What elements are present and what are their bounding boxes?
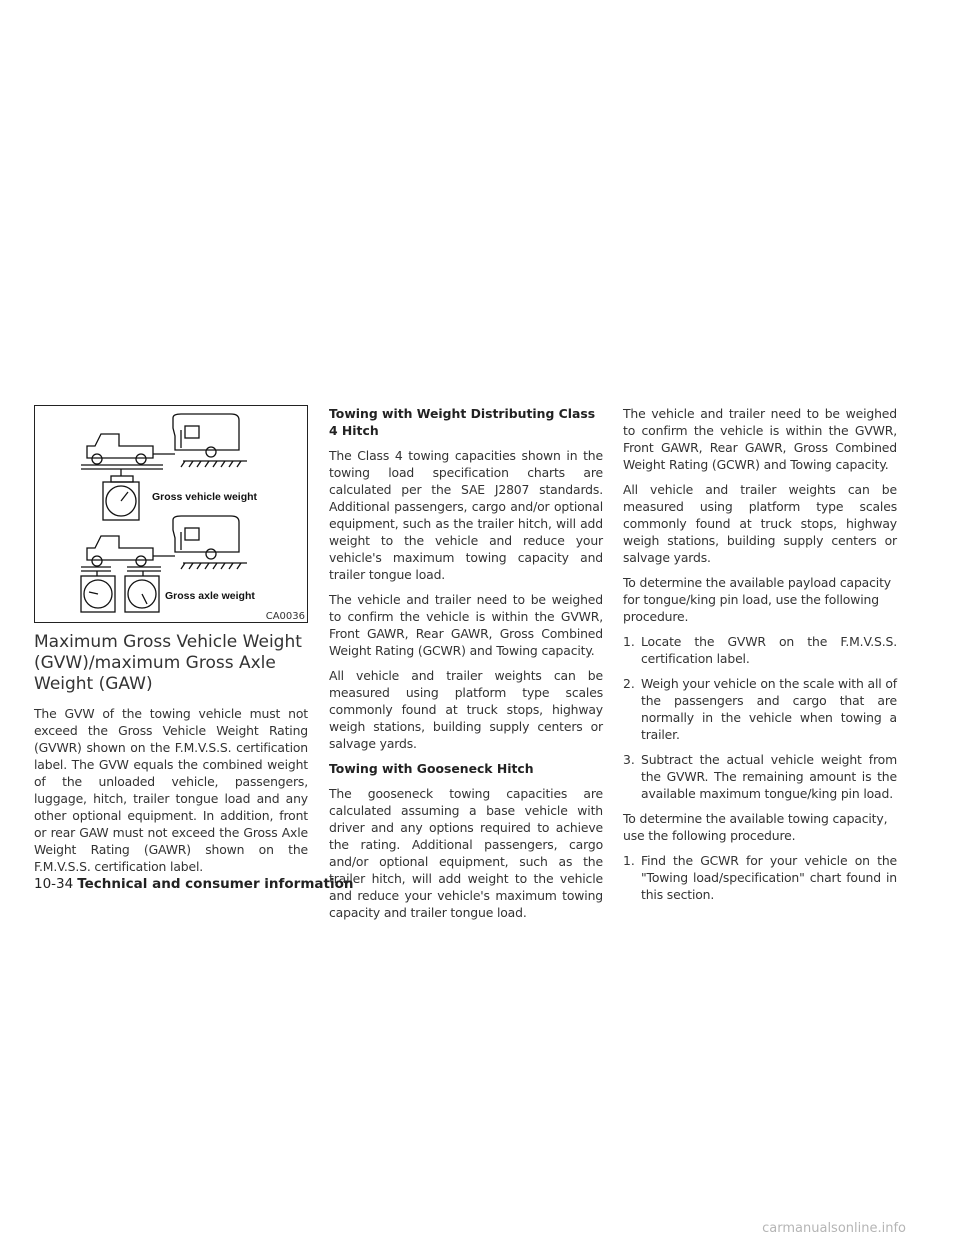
gooseneck-heading: Towing with Gooseneck Hitch	[329, 761, 534, 776]
list-item-text: Find the GCWR for your vehicle on the "Towing load/specification" chart found in this section.	[641, 853, 897, 902]
list-item-text: Locate the GVWR on the F.M.V.S.S. certification label.	[641, 634, 897, 666]
towing-illustration	[35, 406, 307, 622]
gooseneck-paragraph-3: All vehicle and trailer weights can be measured using platform type scales commonly found at truck stops, highway weigh stations, building supply centers or salvage yards.	[623, 482, 897, 565]
column-1	[34, 405, 308, 883]
class4-paragraph-1: The Class 4 towing capacities shown in the towing load specification charts are calculated per the SAE J2807 standards. Additional passengers, cargo and/or optional equipment, such as the trailer hitch, will add weight to the vehicle and reduce your vehicle's maximum towing capacity and trailer tongue load.	[329, 448, 603, 582]
figure-code: CA0036	[265, 611, 305, 622]
list-item-text: Subtract the actual vehicle weight from the GVWR. The remaining amount is the available maximum tongue/king pin load.	[641, 752, 897, 801]
class4-paragraph-3: All vehicle and trailer weights can be measured using platform type scales commonly found at truck stops, highway weigh stations, building supply centers or salvage yards.	[329, 668, 603, 751]
list-item	[623, 751, 897, 802]
list-item-text: Weigh your vehicle on the scale with all of the passengers and cargo that are normally in the vehicle when towing a trailer.	[641, 676, 897, 742]
section-intro: The GVW of the towing vehicle must not exceed the Gross Vehicle Weight Rating (GVWR) shown on the F.M.V.S.S. certification label. The GVW equals the combined weight of the unloaded vehicle, passengers, luggage, hitch, trailer tongue load and any other optional equipment. In addition, front or rear GAW must not exceed the Gross Axle Weight Rating (GAWR) shown on the F.M.V.S.S. certification label.	[34, 706, 308, 874]
list-item-number: 1.	[623, 853, 635, 868]
gooseneck-paragraph-5: To determine the available towing capacity, use the following procedure.	[623, 811, 888, 843]
column-2	[329, 405, 603, 929]
list-item-number: 3.	[623, 752, 635, 767]
class4-paragraph-2: The vehicle and trailer need to be weighed to confirm the vehicle is within the GVWR, Front GAWR, Rear GAWR, Gross Combined Weight Rating (GCWR) and Towing capacity.	[329, 592, 603, 658]
watermark: carmanualsonline.info	[762, 1221, 906, 1236]
gooseneck-paragraph-2: The vehicle and trailer need to be weighed to confirm the vehicle is within the GVWR, Front GAWR, Rear GAWR, Gross Combined Weight Rating (GCWR) and Towing capacity.	[623, 406, 897, 472]
list-item-number: 1.	[623, 634, 635, 649]
class4-heading: Towing with Weight Distributing Class 4 Hitch	[329, 406, 596, 438]
towing-weight-figure	[34, 405, 308, 623]
caption-gross-axle-weight: Gross axle weight	[165, 590, 255, 602]
list-item	[623, 675, 897, 743]
page-number: 10-34	[34, 876, 74, 892]
list-item	[623, 633, 897, 667]
list-item	[623, 852, 897, 903]
caption-gross-vehicle-weight: Gross vehicle weight	[152, 491, 258, 503]
gooseneck-paragraph-4: To determine the available payload capacity for tongue/king pin load, use the following procedure.	[623, 575, 891, 624]
gooseneck-paragraph-1: The gooseneck towing capacities are calculated assuming a base vehicle with driver and any options required to achieve the rating. Additional passengers, cargo and/or optional equipment, such as the trailer hitch, will add weight to the vehicle and reduce your vehicle's maximum towing capacity and trailer tongue load.	[329, 786, 603, 920]
footer-section-title: Technical and consumer information	[77, 876, 354, 892]
list-item-number: 2.	[623, 676, 635, 691]
page-footer	[34, 876, 353, 892]
section-title: Maximum Gross Vehicle Weight (GVW)/maximum Gross Axle Weight (GAW)	[34, 632, 302, 694]
column-3	[623, 405, 897, 911]
